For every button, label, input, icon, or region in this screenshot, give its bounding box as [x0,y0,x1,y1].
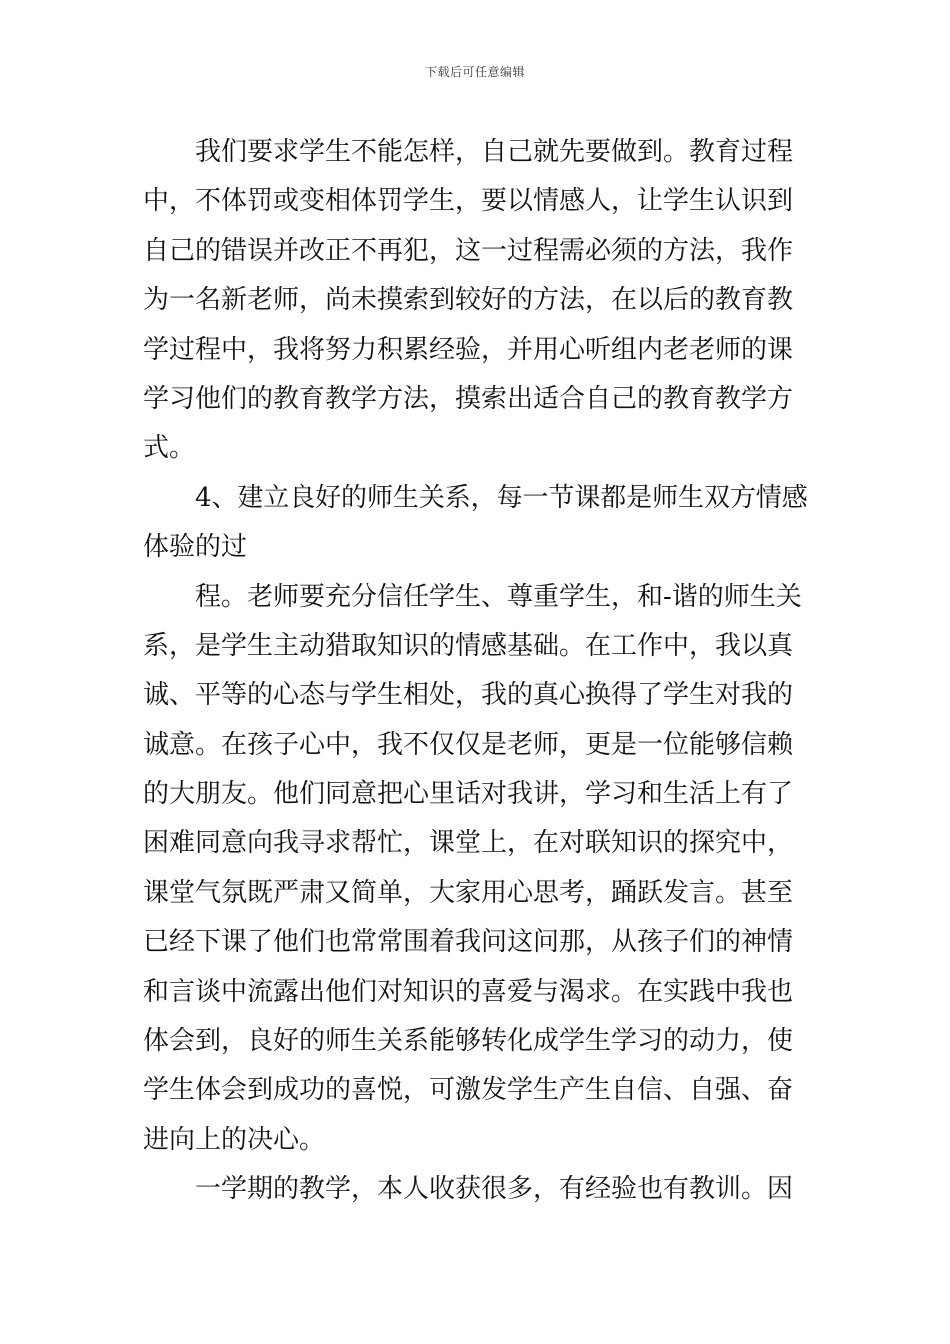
text-line: 学生体会到成功的喜悦，可激发学生产生自信、自强、奋 [143,1075,794,1106]
text-line: 学习他们的教育教学方法，摸索出适合自己的教育教学方 [143,383,794,414]
text-line: 和言谈中流露出他们对知识的喜爱与渴求。在实践中我也 [143,976,794,1007]
text-line: 诚意。在孩子心中，我不仅仅是老师，更是一位能够信赖 [143,729,794,760]
text-line: 一学期的教学，本人收获很多，有经验也有教训。因 [195,1174,794,1205]
text-line: 中，不体罚或变相体罚学生，要以情感人，让学生认识到 [143,186,794,217]
text-line: 为一名新老师，尚未摸索到较好的方法，在以后的教育教 [143,285,794,316]
text-line: 式。 [143,433,196,464]
text-line: 学过程中，我将努力积累经验，并用心听组内老老师的课 [143,334,794,365]
text-line: 已经下课了他们也常常围着我问这问那，从孩子们的神情 [143,927,794,958]
text-line: 体会到，良好的师生关系能够转化成学生学习的动力，使 [143,1026,794,1057]
text-line: 诚、平等的心态与学生相处，我的真心换得了学生对我的 [143,680,794,711]
text-line: 我们要求学生不能怎样，自己就先要做到。教育过程 [195,137,794,167]
text-line: 自己的错误并改正不再犯，这一过程需必须的方法，我作 [143,235,794,266]
text-line: 的大朋友。他们同意把心里话对我讲，学习和生活上有了 [143,779,794,810]
text-line: 进向上的决心。 [143,1124,326,1155]
document-body [143,128,808,1215]
page-header: 下载后可任意编辑 [424,65,525,79]
text-line: 系，是学生主动猎取知识的情感基础。在工作中，我以真 [143,630,794,661]
text-line: 4、建立良好的师生关系，每一节课都是师生双方情感 [195,482,808,513]
text-line: 体验的过 [143,532,248,563]
text-line: 困难同意向我寻求帮忙，课堂上，在对联知识的探究中， [143,828,794,859]
text-line: 程。老师要充分信任学生、尊重学生，和-谐的师生关 [195,581,802,612]
text-line: 课堂气氛既严肃又简单，大家用心思考，踊跃发言。甚至 [143,877,794,908]
